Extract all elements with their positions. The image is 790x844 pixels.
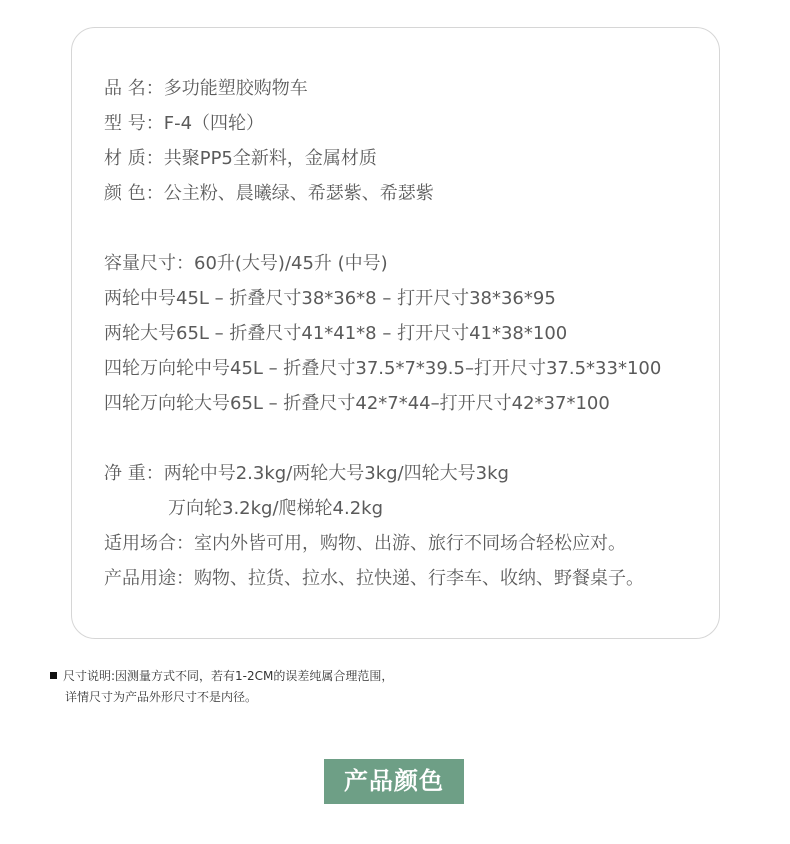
spec-size-four-wheel-medium: 四轮万向轮中号45L – 折叠尺寸37.5*7*39.5–打开尺寸37.5*33*100: [104, 358, 662, 379]
spec-capacity: 容量尺寸：60升(大号)/45升 (中号): [104, 253, 388, 274]
spec-net-weight-continued: 万向轮3.2kg/爬梯轮4.2kg: [168, 498, 384, 519]
spec-usage: 产品用途：购物、拉货、拉水、拉快递、行李车、收纳、野餐桌子。: [104, 568, 644, 589]
square-bullet-icon: [50, 672, 57, 679]
section-title-badge: 产品颜色: [324, 759, 464, 804]
size-note: [50, 666, 393, 708]
size-note-text-1: 尺寸说明:因测量方式不同，若有1-2CM的误差纯属合理范围，: [63, 669, 394, 683]
size-note-line-1: [50, 666, 393, 687]
spec-size-two-wheel-medium: 两轮中号45L – 折叠尺寸38*36*8 – 打开尺寸38*36*95: [104, 288, 556, 309]
size-note-line-2: 详情尺寸为产品外形尺寸不是内径。: [65, 690, 258, 704]
spec-net-weight: 净 重：两轮中号2.3kg/两轮大号3kg/四轮大号3kg: [104, 463, 509, 484]
spec-occasion: 适用场合：室内外皆可用，购物、出游、旅行不同场合轻松应对。: [104, 533, 626, 554]
spec-material: 材 质：共聚PP5全新料，金属材质: [104, 148, 377, 169]
spec-color: 颜 色：公主粉、晨曦绿、希瑟紫、希瑟紫: [104, 183, 434, 204]
spec-product-name: 品 名：多功能塑胶购物车: [104, 78, 308, 99]
spec-size-two-wheel-large: 两轮大号65L – 折叠尺寸41*41*8 – 打开尺寸41*38*100: [104, 323, 568, 344]
spec-size-four-wheel-large: 四轮万向轮大号65L – 折叠尺寸42*7*44–打开尺寸42*37*100: [104, 393, 610, 414]
spec-model: 型 号：F-4（四轮）: [104, 113, 265, 134]
